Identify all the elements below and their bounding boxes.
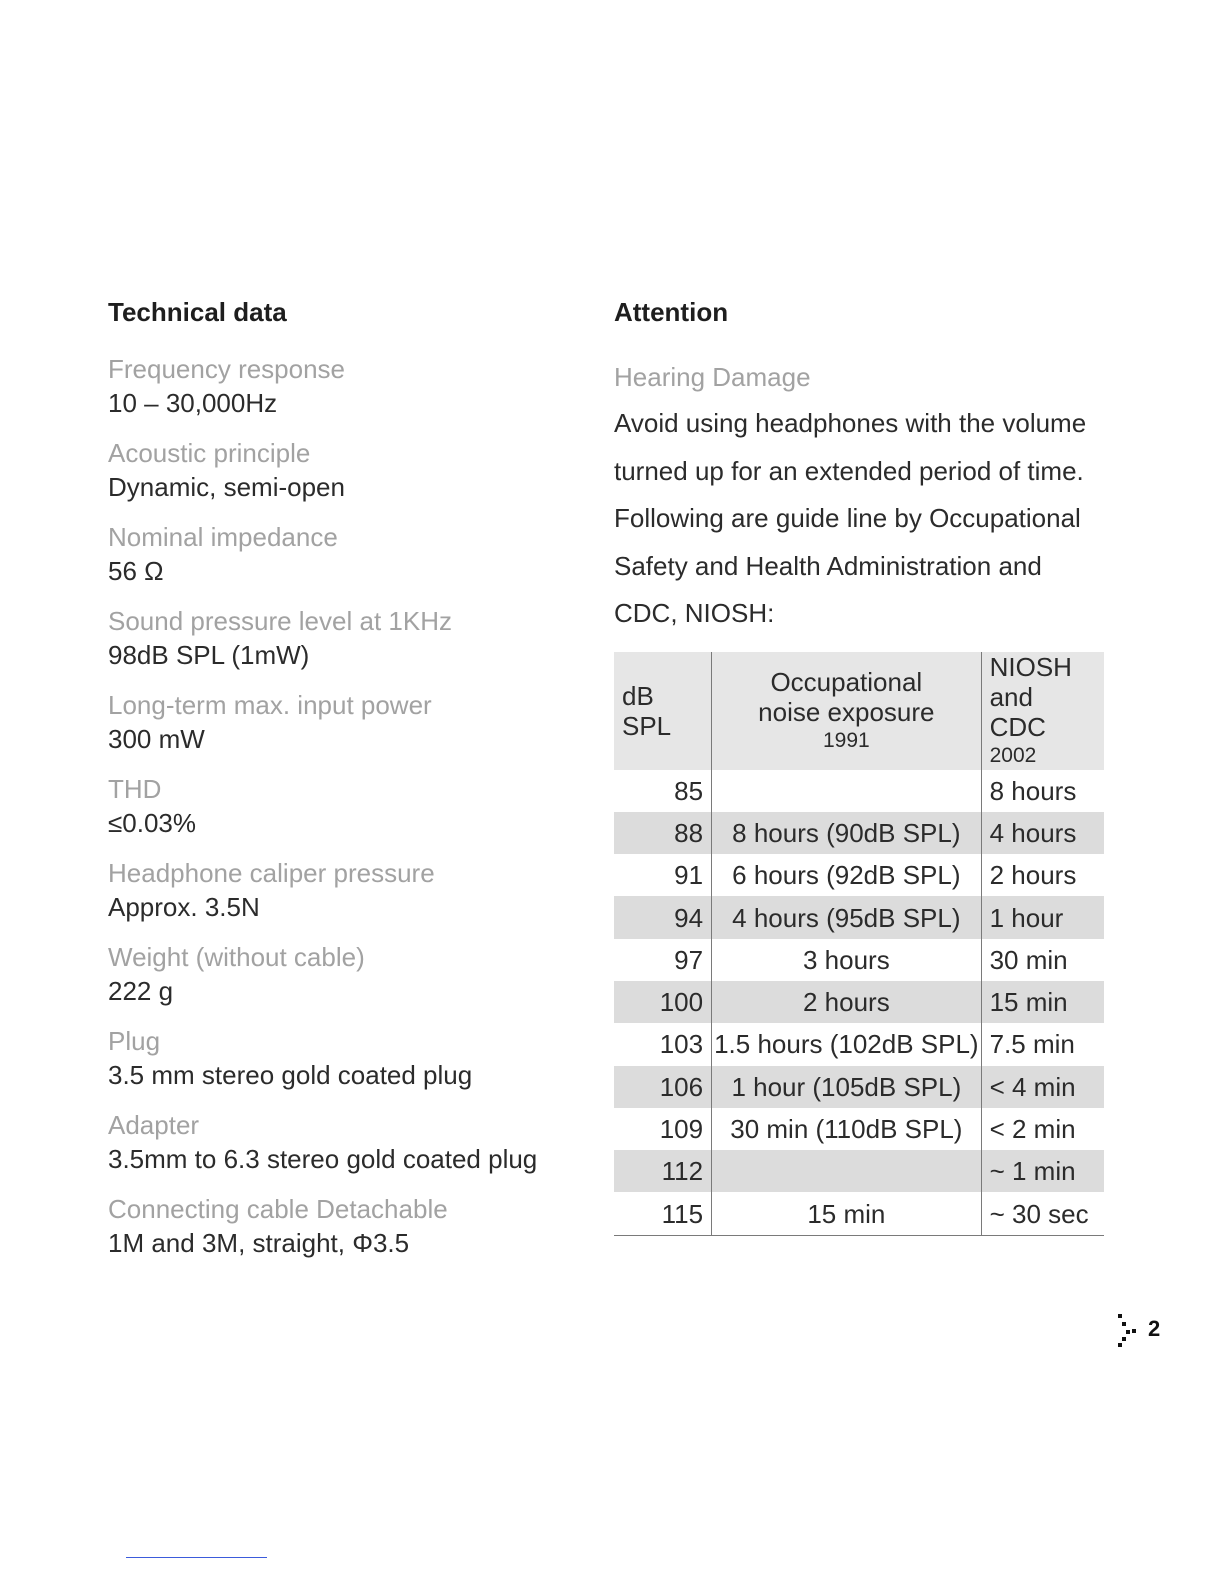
cell-occupational [712, 1150, 982, 1192]
table-row [614, 1066, 1104, 1108]
spec-value: 300 mW [108, 724, 205, 754]
cell-occupational: 1 hour (105dB SPL) [712, 1066, 982, 1108]
cell-occupational: 1.5 hours (102dB SPL) [712, 1023, 982, 1065]
cell-occupational: 6 hours (92dB SPL) [712, 854, 982, 896]
table-row [614, 1150, 1104, 1192]
cell-niosh: 30 min [989, 944, 1068, 975]
cell-db: 112 [614, 1150, 712, 1192]
cell-niosh: 8 hours [989, 775, 1077, 806]
cell-db: 106 [614, 1066, 712, 1108]
cell-niosh: < 2 min [989, 1114, 1076, 1145]
cell-niosh: 15 min [981, 981, 1104, 1023]
spec-item [108, 688, 568, 756]
cell-occupational: 8 hours (90dB SPL) [712, 812, 982, 854]
header-occupational-line1: Occupational [770, 666, 923, 697]
spec-item [108, 1108, 568, 1176]
spec-value: 10 – 30,000Hz [108, 388, 278, 418]
spec-label: Plug [108, 1026, 161, 1056]
table-row [614, 896, 1104, 938]
spec-value: 3.5 mm stereo gold coated plug [108, 1060, 473, 1090]
technical-data-heading: Technical data [108, 297, 287, 327]
cell-niosh: < 4 min [981, 1066, 1104, 1108]
page-number: 2 [1148, 1316, 1161, 1341]
header-occupational [712, 652, 982, 770]
paragraph-line: CDC, NIOSH: [614, 598, 775, 628]
spec-item [108, 1024, 568, 1092]
header-niosh [981, 652, 1104, 770]
spec-value: ≤0.03% [108, 808, 196, 838]
paragraph-line: Following are guide line by Occupational [614, 503, 1081, 533]
header-occupational-year: 1991 [822, 728, 870, 752]
spec-label: Sound pressure level at 1KHz [108, 606, 452, 636]
header-occupational-line2: noise exposure [758, 696, 935, 727]
table-row [614, 981, 1104, 1023]
spec-label: Weight (without cable) [108, 942, 365, 972]
spec-list [108, 352, 568, 1260]
hearing-damage-subheading: Hearing Damage [614, 362, 811, 392]
spec-label: Headphone caliper pressure [108, 858, 435, 888]
spec-item [108, 352, 568, 420]
cell-occupational: 3 hours [712, 939, 982, 981]
spec-value: Approx. 3.5N [108, 892, 260, 922]
spec-item [108, 1192, 568, 1260]
paragraph-line: turned up for an extended period of time. [614, 455, 1084, 486]
spec-item [108, 856, 568, 924]
technical-data-section [108, 290, 568, 1276]
spec-item [108, 604, 568, 672]
spec-item [108, 436, 568, 504]
cell-niosh: ~ 30 sec [981, 1192, 1104, 1235]
footnote-rule [126, 1557, 267, 1558]
spec-label: Connecting cable Detachable [108, 1194, 448, 1224]
table-row [614, 1023, 1104, 1065]
noise-exposure-table [614, 652, 1104, 1236]
attention-paragraph [614, 400, 1104, 638]
table-row [614, 812, 1104, 854]
spec-label: Frequency response [108, 354, 346, 384]
spec-label: Acoustic principle [108, 438, 311, 468]
cell-db: 88 [614, 812, 712, 854]
attention-heading: Attention [614, 297, 729, 327]
cell-occupational: 2 hours [712, 981, 982, 1023]
cell-occupational [712, 770, 982, 812]
cell-db: 109 [614, 1108, 712, 1150]
cell-db: 97 [614, 939, 712, 981]
spec-value: 98dB SPL (1mW) [108, 640, 310, 670]
table-header-row [614, 652, 1104, 770]
spec-label: THD [108, 774, 162, 804]
cell-niosh: ~ 1 min [981, 1150, 1104, 1192]
header-niosh-year: 2002 [989, 743, 1037, 767]
cell-db: 94 [614, 896, 712, 938]
spec-item [108, 520, 568, 588]
cell-db: 91 [614, 854, 712, 896]
table-row [614, 1108, 1104, 1150]
table-row [614, 770, 1104, 812]
cell-occupational: 30 min (110dB SPL) [712, 1108, 982, 1150]
table-row [614, 939, 1104, 981]
spec-label: Nominal impedance [108, 522, 338, 552]
cell-occupational: 15 min [712, 1192, 982, 1235]
attention-section [614, 290, 1104, 1236]
table-row [614, 854, 1104, 896]
page-number-marker [1116, 1312, 1176, 1348]
spec-value: 1M and 3M, straight, Φ3.5 [108, 1228, 410, 1258]
spec-item [108, 940, 568, 1008]
cell-niosh: 7.5 min [989, 1029, 1075, 1060]
cell-niosh: 2 hours [989, 860, 1077, 891]
cell-db: 100 [614, 981, 712, 1023]
spec-value: Dynamic, semi-open [108, 472, 345, 502]
spec-item [108, 772, 568, 840]
cell-db: 115 [614, 1192, 712, 1235]
header-niosh-line1: NIOSH [989, 651, 1072, 682]
spec-value: 56 Ω [108, 556, 164, 586]
paragraph-line: Safety and Health Administration and [614, 550, 1042, 581]
cell-db: 103 [614, 1023, 712, 1065]
cell-db: 85 [614, 770, 712, 812]
cell-occupational: 4 hours (95dB SPL) [712, 896, 982, 938]
cell-niosh: 4 hours [981, 812, 1104, 854]
spec-label: Long-term max. input power [108, 690, 432, 720]
header-niosh-line2: and CDC [989, 681, 1046, 742]
spec-label: Adapter [108, 1110, 200, 1140]
cell-niosh: 1 hour [981, 896, 1104, 938]
paragraph-line: Avoid using headphones with the volume [614, 408, 1087, 438]
dotted-arrow-icon [1116, 1312, 1138, 1348]
spec-value: 3.5mm to 6.3 stereo gold coated plug [108, 1144, 538, 1174]
header-db-spl: dB SPL [614, 652, 712, 770]
table-row [614, 1192, 1104, 1235]
spec-value: 222 g [108, 976, 174, 1006]
